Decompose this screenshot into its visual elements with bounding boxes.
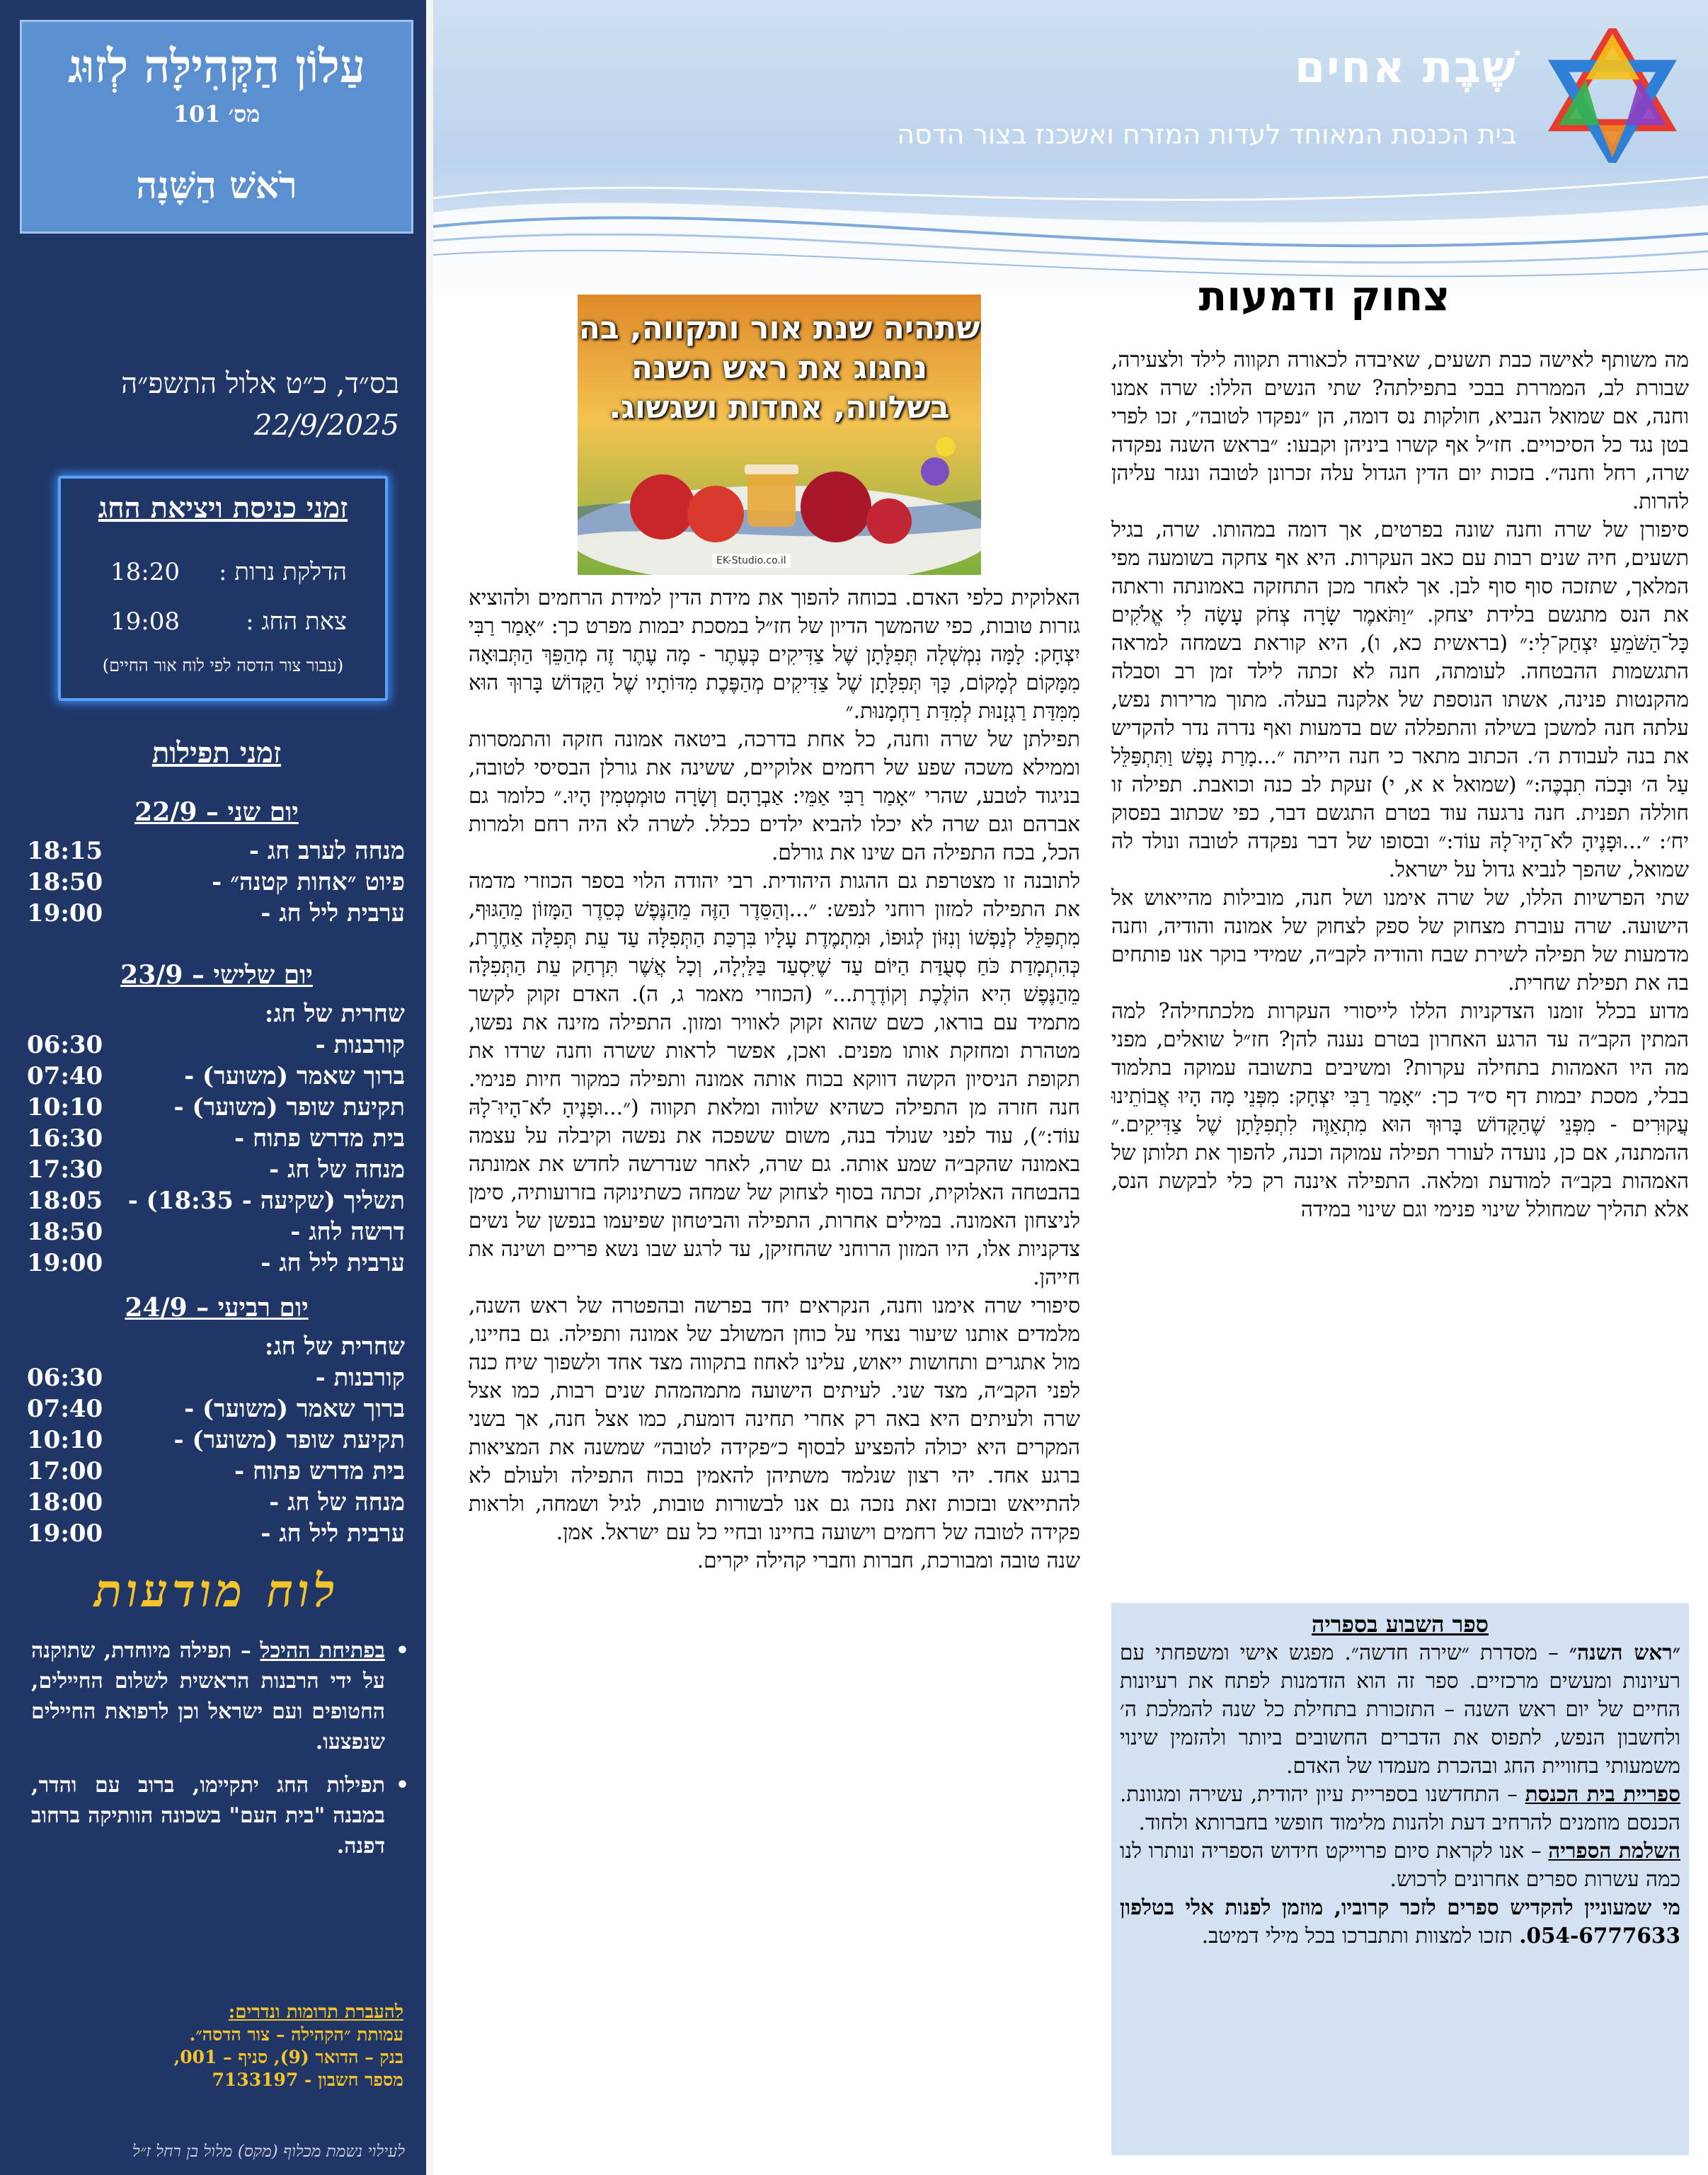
holiday-exit-row: [61, 607, 385, 643]
prayer-name: דרשה לחג -: [290, 1218, 405, 1246]
image-greeting: שתהיה שנת אור ותקווה, בה נחגוג את ראש השנה בשלווה, אחדות ושגשוג.: [578, 310, 980, 426]
book-paragraph: [1120, 1837, 1680, 1893]
prayer-name: תשליך (שקיעה - 18:35) -: [127, 1187, 405, 1215]
prayer-time: 17:00: [27, 1457, 103, 1485]
prayer-name: מנחה של חג -: [269, 1155, 405, 1184]
prayer-name: בית מדרש פתוח -: [234, 1457, 405, 1485]
image-credit: EK-Studio.co.il: [712, 554, 791, 568]
candle-lighting-row: [61, 558, 385, 593]
prayer-name: ערבית ליל חג -: [260, 1519, 405, 1548]
notice-text: תפילות החג יתקיימו, ברוב עם והדר, במבנה "בית העם" בשכונה הוותיקה ברחוב דפנה.: [31, 1773, 385, 1859]
prayer-time-row: [27, 1062, 405, 1093]
newsletter-title: עַלוֹן הַקְּהִילָּה לְזוּג: [67, 40, 366, 93]
prayer-time: 18:50: [27, 1218, 103, 1246]
book-box-title: ספר השבוע בספריה: [1312, 1611, 1489, 1638]
prayer-time-row: [27, 1519, 405, 1551]
holiday-exit-time: 19:08: [110, 607, 180, 636]
prayer-day-heading: יום שלישי – 23/9: [120, 960, 313, 990]
candle-lighting-time: 18:20: [110, 558, 180, 586]
prayer-time: 10:10: [27, 1093, 103, 1121]
book-paragraph: [1120, 1893, 1680, 1950]
prayer-time: 18:15: [27, 837, 103, 865]
holiday-times-box: [58, 476, 388, 701]
prayer-name: ברוך שאמר (משוער) -: [184, 1062, 405, 1090]
issue-number: מס׳ 101: [173, 101, 260, 127]
prayer-name: ערבית ליל חג -: [260, 899, 405, 927]
book-paragraph: [1120, 1638, 1680, 1780]
brand-title: שֶׁבֶת אחים: [1295, 41, 1517, 93]
colorful-star-of-david-icon: [1545, 28, 1680, 163]
sidebar: [0, 0, 433, 2175]
notice-item: [31, 1635, 409, 1757]
prayer-name: קורבנות -: [315, 1364, 405, 1392]
article-paragraph: סיפורי שרה אימנו וחנה, הנקראים יחד בפרשה ובהפטרה של ראש השנה, מלמדים אותנו שיעור נצחי על כוחן המשולב של אמונה ותפילה. גם בחיינו, מול אתגרים ותחושות ייאוש, עלינו לאחוז בתקווה מצד אחד ולשפוך שיח כנה לפני הקב״ה, מצד שני. לעיתים הישועה מתמהמהת שנים רבות, כמו אצל שרה ולעיתים היא באה רק אחרי תחינה דומעת, כמו אצל חנה, אך בשני המקרים היא יכולה להפציע לבסוף כ״פקידה לטובה״ שמשנה את המציאות ברגע אחד. יהי רצון שנלמד משתיהן להאמין בכוח התפילה ולעולם לא להתייאש ובזכות זאת נזכה גם אנו לבשורות טובות, לגיל ושמחה, ולראות פקידה לטובה של רחמים וישועה בחיינו ובחיי כל עם ישראל. אמן.: [469, 1294, 1080, 1544]
prayer-time-row: [27, 868, 405, 899]
prayer-name: תקיעת שופר (משוער) -: [173, 1426, 405, 1454]
book-of-the-week-box: [1111, 1603, 1689, 2155]
prayer-time-row: [27, 1000, 405, 1031]
candle-lighting-label: הדלקת נרות :: [218, 558, 347, 586]
dedication-call: מי שמעוניין להקדיש ספרים לזכר קרוביו, מוזמן לפנות אלי בטלפון 054-6777633.: [1120, 1895, 1680, 1948]
prayer-time-row: [27, 1249, 405, 1280]
prayer-name: שחרית של חג:: [264, 1332, 405, 1361]
book-description: – מסדרת ״שירה חדשה״. מפגש אישי ומשפחתי עם רעיונות ומעשים מרכזיים. ספר זה הוא הזדמנות לפתח את רעיונות החיים של יום ראש השנה – התזכורת בתחילת כל שנה להמלכת ה׳ ולחשבון הנפש, לתפוס את הדברים החשובים ביותר ולהזמין שינוי משמעותי בחוויית החג ובהכרת מעמדו של האדם.: [1120, 1640, 1680, 1778]
article-title: צחוק ודמעות: [1198, 272, 1450, 320]
dedication-blessing: תזכו למצוות ותתברכו בכל מילי דמיטב.: [1201, 1924, 1520, 1948]
prayer-time: 06:30: [27, 1364, 103, 1392]
prayer-time-row: [27, 1031, 405, 1062]
library-completion-lead: השלמת הספריה: [1548, 1838, 1680, 1863]
article-paragraph: סיפורן של שרה וחנה שונה בפרטים, אך דומה במהותו. שרה, בגיל תשעים, חיה שנים רבות עם כאב העקרות. היא אף צחקה בשומעה מפי המלאך, שתזכה סוף סוף לבן. אך לאחר מכן התחזקה באמונתה וראתה את הנס מתגשם בלידת יצחק. ״וַתֹּאמֶר שָׂרָה צְחֹק עָשָׂה לִי אֱלֹקִים כָּל־הַשֹּׁמֵעַ יִצְחַק־לִי:״ (בראשית כא, ו), היא קוראת בשמחה למראה התגשמות ההבטחה. לעומתה, חנה לא זכתה לילד זמן רב וסבלה מהקנטות פנינה, אשתו הנוספת של אלקנה בעלה. מתוך מרירות נפש, עלתה חנה למשכן בשילה והתפללה שם בדמעות ואף נדרה נדר להקדיש את בנה לעבודת ה׳. הכתוב מתאר כי חנה הייתה ״...מָרַת נָפֶשׁ וַתִּתְפַּלֵּל עַל ה׳ וּבָכֹה תִבְכֶּה:״ (שמואל א א, י) זעקת לב כנה וכואבת. תפילה זו חוללה תפנית. חנה נרגעה עוד בטרם התגשם דבר, כפי שכתוב בפסוק יח׳: ״...וּפָנֶיהָ לֹא־הָיוּ־לָהּ עוֹד:״ ובסופו של דבר נפקדה לטובה ונולד לה שמואל, שהפך לנביא גדול על ישראל.: [1111, 518, 1689, 881]
prayer-times-title: זמני תפילות: [151, 736, 282, 770]
holiday-times-note: (עבור צור הדסה לפי לוח אור החיים): [102, 656, 344, 675]
prayer-name: פיוט ״אחות קטנה״ -: [212, 868, 405, 896]
prayer-time-row: [27, 837, 405, 868]
prayer-time: 19:00: [27, 899, 103, 927]
prayer-name: מנחה של חג -: [269, 1488, 405, 1517]
prayer-time: 19:00: [27, 1519, 103, 1548]
prayer-name: תקיעת שופר (משוער) -: [173, 1093, 405, 1121]
article-paragraph: מדוע בכלל זומנו הצדקניות הללו לייסורי העקרות מלכתחילה? למה המתין הקב״ה עד הרגע האחרון בטרם נענה להן? חז״ל שואלים, מפני מה היו האמהות בתחילה עקרות? ומשיבים בתשובה עמוקה בתלמוד בבלי, מסכת יבמות דף ס״ד כך: ״אָמַר רַבִּי יִצְחָק: מִפְּנֵי מָה הָיוּ אֲבוֹתֵינוּ עֲקוּרִים - מִפְּנֵי שֶׁהַקָּדוֹשׁ בָּרוּךְ הוּא מִתְאַוֶּה לִתְפִלָּתָן שֶׁל צַדִּיקִים.״ ההמתנה, אם כן, נועדה לעורר תפילה עמוקה וכנה, להפוך את תלותן של האמהות בקב״ה למודעת ומלאה. התפילה איננה רק כלי לבקשת הנס, אלא תהליך שמחולל שינוי פנימי וגם שינוי במידה: [1111, 999, 1689, 1221]
article-paragraph: שנה טובה ומבורכת, חברות וחברי קהילה יקרים.: [697, 1548, 1080, 1572]
prayer-time-row: [27, 1187, 405, 1218]
prayer-name: ערבית ליל חג -: [260, 1249, 405, 1277]
brand-subtitle: בית הכנסת המאוחד לעדות המזרח ואשכנז בצור הדסה: [897, 119, 1517, 150]
holiday-name: רֹאשׁ הַשָּׁנָה: [136, 164, 297, 207]
prayer-name: בית מדרש פתוח -: [234, 1124, 405, 1153]
article-paragraph: האלוקית כלפי האדם. בכוחה להפוך את מידת הדין למידת הרחמים ולהוציא גזרות טובות, כפי שהמשך הדיון של חז״ל במסכת יבמות מפרט כך: ״אָמַר רַבִּי יִצְחָק: לָמָּה נִמְשְׁלָה תְּפִלָּתָן שֶׁל צַדִּיקִים כְּעֶתֶר - מָה עֶתֶר זֶה מְהַפֵּךְ הַתְּבוּאָה מִמָּקוֹם לְמָקוֹם, כָּךְ תְּפִלָּתָן שֶׁל צַדִּיקִים מְהַפֶּכֶת מִדּוֹתָיו שֶׁל הַקָּדוֹשׁ בָּרוּךְ הוּא מִמִּדַּת רַגְזָנוּת לְמִדַּת רַחְמָנוּת.״: [469, 586, 1080, 723]
donation-info: [21, 2001, 403, 2091]
notice-lead: בפתיחת ההיכל: [260, 1638, 385, 1663]
library-lead: ספריית בית הכנסת: [1525, 1781, 1681, 1806]
notice-item: [31, 1770, 409, 1861]
prayer-day-heading: יום רביעי – 24/9: [125, 1293, 309, 1323]
prayer-time: 16:30: [27, 1124, 103, 1153]
donation-line: מספר חשבון - 7133197: [212, 2070, 403, 2090]
notice-text: – תפילה מיוחדת, שתוקנה על ידי הרבנות הראשית לשלום החיילים, החטופים ועם ישראל וכן לרפואת החיילים שנפצעו.: [31, 1638, 385, 1754]
article-column-left: [469, 583, 1080, 1575]
prayer-time: 18:50: [27, 868, 103, 896]
prayer-time: 18:05: [27, 1187, 103, 1215]
book-name: ״ראש השנה״: [1569, 1640, 1680, 1665]
prayer-time: 10:10: [27, 1426, 103, 1454]
bullet-icon: •: [395, 1638, 409, 1663]
article-paragraph: תפילתן של שרה וחנה, כל אחת בדרכה, ביטאה אמונה חזקה והתמסרות וממילא משכה שפע של רחמים אלוקיים, ששינה את גורלן הבסיסי לטובה, בניגוד לטבע, שהרי ״אָמַר רַבִּי אַמֵּי: אַבְרָהָם וְשָׂרָה טוּמְטְמִין הָיוּ.״ כלומר גם אברהם וגם שרה לא יכלו להביא ילדים ככלל. לשרה לא היה רחם ולמרות הכל, בכח התפילה הם שינו את גורלם.: [469, 727, 1080, 864]
article-paragraph: לתובנה זו מצטרפת גם ההגות היהודית. רבי יהודה הלוי בספר הכוזרי מדמה את התפילה למזון רוחני לנפש: ״...וְהַסֵּדֶר הַזֶּה מֵהַנֶּפֶשׁ כְּסֵדֶר הַמָּזוֹן מֵהַגּוּף, מִתְפַּלֵּל לְנַפְשׁוֹ וְנִזּוֹן לְגוּפוֹ, וּמִתְמֶדֶת עָלָיו בִּרְכַּת הַתְּפִלָּה עַד עֵת תְּפִלָּה אַחֶרֶת, כְּהִתְמָדַת כֹּחַ סְעֻדַּת הַיּוֹם עַד שֶׁיִּסְעַד בַּלַּיְלָה, וְכָל אֲשֶׁר תִּרְחַק עֵת הַתְּפִלָּה מֵהַנֶּפֶשׁ הִיא הוֹלֶכֶת וְקוֹדֶרֶת...״ (הכוזרי מאמר ג, ה). האדם זקוק לקשר מתמיד עם בוראו, כשם שהוא זקוק לאוויר ומזון. התפילה מזינה את נפשו, מטהרת ומחזקת אותו מפנים. ואכן, אפשר לראות ששרה וחנה שרדו את תקופת הניסיון הקשה דווקא בכוח אותה אמונה ותפילה כמקור חיות פנימי. חנה חזרה מן התפילה כשהיא שלווה ומלאת תקווה (״...וּפָנֶיהָ לֹא־הָיוּ־לָהּ עוֹד:״), עוד לפני שנולד בנה, משום ששפכה את נפשה וקיבלה על עצמה באמונה שהקב״ה שמע אותה. גם שרה, לאחר שנדרשה לחדש את אמונתה בהבטחה האלוקית, זכתה בסוף לצחוק של שמחה כשתינוקה בזרועותיה, סימן לניצחון האמונה. במילים אחרות, התפילה והביטחון שפיעמו בנפשן של נשים צדקניות אלו, היו המזון הרוחני שהחזיקן, עד לרגע שבו נשא פריים ושינה את חייהן.: [469, 869, 1080, 1289]
donation-line: בנק – הדואר (9), סניף – 001,: [173, 2047, 403, 2067]
prayer-time: 07:40: [27, 1395, 103, 1423]
notice-board-title: לוח מודעות: [94, 1565, 339, 1618]
rosh-hashana-image: [578, 295, 981, 575]
prayer-time: 18:00: [27, 1488, 103, 1517]
article-paragraph: מה משותף לאישה כבת תשעים, שאיבדה לכאורה תקווה לילד ולצעירה, שבורת לב, הממררת בבכי בתפילתה? שתי הנשים הללו: שרה אמנו וחנה, אם שמואל הנביא, חולקות נס דומה, הן ״נפקדו לטובה״, זכו לפרי בטן נגד כל הסיכויים. חז״ל אף קשרו ביניהן וקבעו: ״בראש השנה נפקדה שרה, רחל וחנה״. בזכות יום הדין הגדול עלה זכרונן לטובה ונגזר עליהן להרות.: [1111, 348, 1689, 513]
prayer-time: 17:30: [27, 1155, 103, 1184]
book-paragraph: [1120, 1780, 1680, 1837]
prayer-time: 19:00: [27, 1249, 103, 1277]
holiday-exit-label: צאת החג :: [246, 607, 347, 636]
prayer-time-row: [27, 1488, 405, 1519]
prayer-time-row: [27, 899, 405, 930]
library-completion-text: – אנו לקראת סיום פרוייקט חידוש הספריה ונותרו לנו כמה עשרות ספרים אחרונים לרכוש.: [1120, 1839, 1680, 1891]
newsletter-title-box: [20, 20, 413, 234]
prayer-time-row: [27, 1124, 405, 1155]
library-text: – התחדשנו בספריית עיון יהודית, עשירה ומגוונת. הכנסם מוזמנים להרחיב דעת ולהנות מלימוד חופשי בחברותא ולחוד.: [1120, 1782, 1680, 1834]
date-gregorian: 22/9/2025: [253, 409, 399, 442]
prayer-time-row: [27, 1155, 405, 1187]
bullet-icon: •: [395, 1773, 409, 1798]
prayer-time-row: [27, 1364, 405, 1395]
prayer-name: קורבנות -: [315, 1031, 405, 1059]
article-paragraph: שתי הפרשיות הללו, של שרה אימנו ושל חנה, מובילות מהייאוש אל הישועה. שרה עוברת מצחוק של ספק לצחוק של אמונה והודיה, וחנה מדמעות של תפילה לשירת שבח והודיה לקב״ה, שמידי בוקר אנו פותחים בה את תפילת שחרית.: [1111, 886, 1689, 995]
prayer-time-row: [27, 1395, 405, 1426]
prayer-name: שחרית של חג:: [264, 1000, 405, 1028]
prayer-day-heading: יום שני – 22/9: [134, 797, 299, 827]
prayer-name: מנחה לערב חג -: [248, 837, 405, 865]
donation-title: להעברת תרומות ונדרים:: [228, 2002, 403, 2023]
date-hebrew: בס״ד, כ״ט אלול התשפ״ה: [121, 367, 399, 400]
holiday-times-title: זמני כניסת ויציאת החג: [98, 491, 348, 525]
article-column-right: [1111, 346, 1689, 1223]
prayer-time-row: [27, 1218, 405, 1249]
prayer-time-row: [27, 1457, 405, 1488]
prayer-name: ברוך שאמר (משוער) -: [184, 1395, 405, 1423]
prayer-time-row: [27, 1332, 405, 1364]
prayer-time: 06:30: [27, 1031, 103, 1059]
prayer-time: 07:40: [27, 1062, 103, 1090]
prayer-time-row: [27, 1426, 405, 1457]
prayer-time-row: [27, 1093, 405, 1124]
donation-line: עמותת ״הקהילה – צור הדסה״.: [189, 2024, 403, 2045]
memorial-dedication: לעילוי נשמת מכלוף (מקס) מלול בן רחל ז״ל: [132, 2142, 405, 2161]
